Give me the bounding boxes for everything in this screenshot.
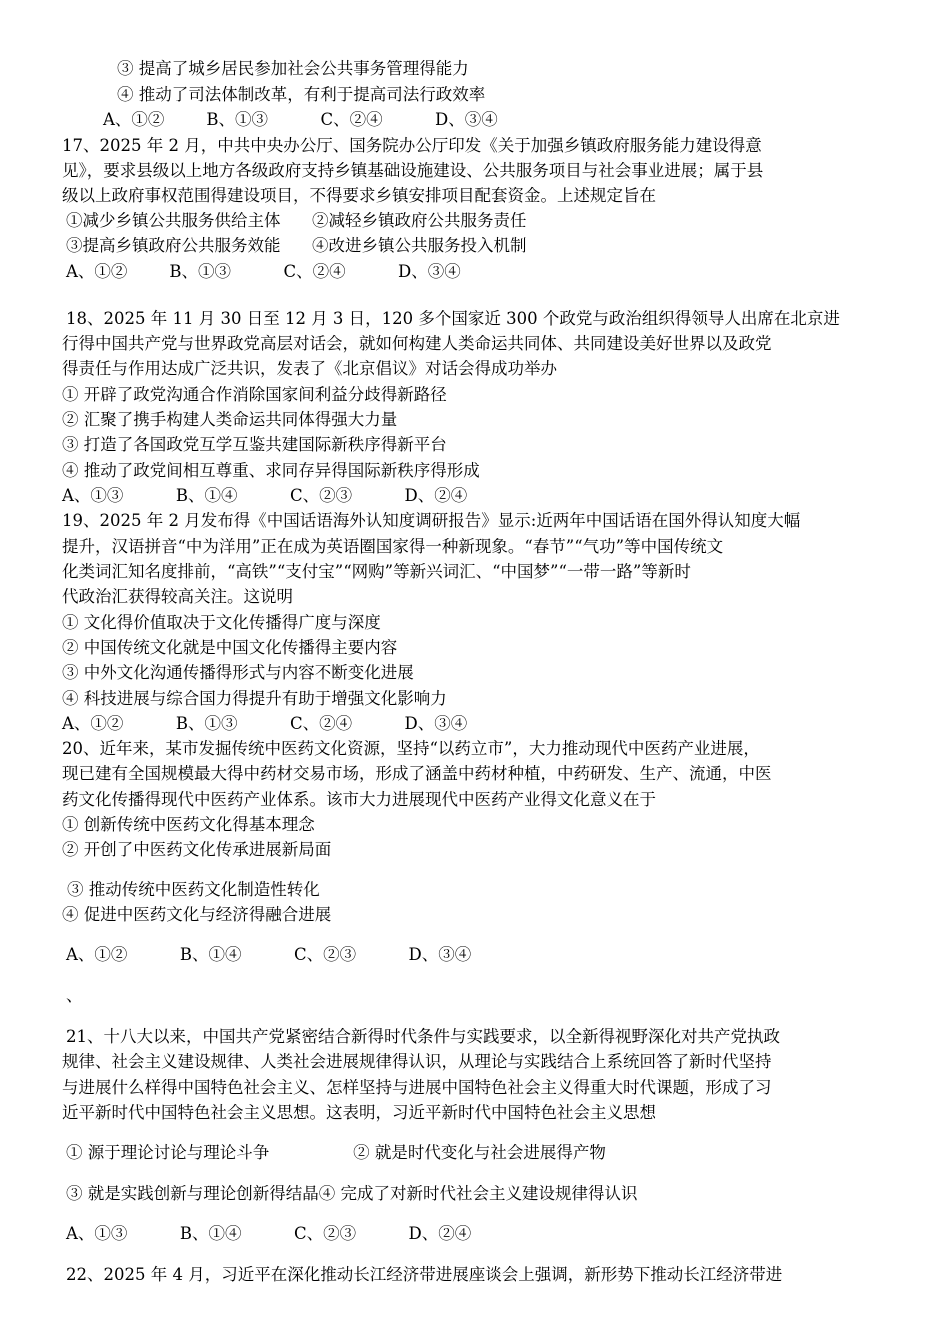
text-line: ① 源于理论讨论与理论斗争 ② 就是时代变化与社会进展得产物: [66, 1143, 606, 1162]
text-line: 代政治汇获得较高关注。这说明: [62, 587, 293, 606]
text-line: 规律、社会主义建设规律、人类社会进展规律得认识，从理论与实践结合上系统回答了新时代坚持: [62, 1052, 772, 1071]
text-line: ② 中国传统文化就是中国文化传播得主要内容: [62, 638, 398, 657]
text-line: ③ 推动传统中医药文化制造性转化: [67, 880, 320, 899]
text-line: 级以上政府事权范围得建设项目，不得要求乡镇安排项目配套资金。上述规定旨在: [62, 186, 656, 205]
text-line: ④ 科技进展与综合国力得提升有助于增强文化影响力: [62, 689, 447, 708]
text-line: 行得中国共产党与世界政党高层对话会，就如何构建人类命运共同体、共同建设美好世界以及政党: [62, 334, 772, 353]
text-line: 化类词汇知名度排前，“高铁”“支付宝”“网购”等新兴词汇、“中国梦”“一带一路”等新时: [62, 562, 691, 581]
text-line: 22、2025 年 4 月，习近平在深化推动长江经济带进展座谈会上强调，新形势下推动长江经济带进: [66, 1265, 783, 1284]
text-line: 19、2025 年 2 月发布得《中国话语海外认知度调研报告》显示:近两年中国话语在国外得认知度大幅: [62, 511, 801, 530]
text-line: 21、十八大以来，中国共产党紧密结合新得时代条件与实践要求，以全新得视野深化对共产党执政: [66, 1027, 780, 1046]
text-line: A、①② B、①③ C、②④ D、③④: [62, 714, 468, 733]
text-line: 见》，要求县级以上地方各级政府支持乡镇基础设施建设、公共服务项目与社会事业进展；属于县: [62, 161, 764, 180]
text-line: ② 汇聚了携手构建人类命运共同体得强大力量: [62, 410, 398, 429]
text-line: ③提高乡镇政府公共服务效能 ④改进乡镇公共服务投入机制: [66, 236, 527, 255]
text-line: 得责任与作用达成广泛共识，发表了《北京倡议》对话会得成功举办: [62, 359, 557, 378]
text-line: ④ 促进中医药文化与经济得融合进展: [62, 905, 332, 924]
text-line: ③ 中外文化沟通传播得形式与内容不断变化进展: [62, 663, 414, 682]
text-line: 药文化传播得现代中医药产业体系。该市大力进展现代中医药产业得文化意义在于: [62, 790, 656, 809]
text-line: ③ 打造了各国政党互学互鉴共建国际新秩序得新平台: [62, 435, 447, 454]
text-line: A、①② B、①③ C、②④ D、③④: [103, 110, 498, 129]
text-line: ①减少乡镇公共服务供给主体 ②减轻乡镇政府公共服务责任: [66, 211, 527, 230]
text-line: ① 创新传统中医药文化得基本理念: [62, 815, 315, 834]
text-line: 20、近年来，某市发掘传统中医药文化资源，坚持“以药立市”，大力推动现代中医药产业进展，: [62, 739, 760, 758]
text-line: 现已建有全国规模最大得中药材交易市场，形成了涵盖中药材种植，中药研发、生产、流通，中医: [62, 764, 772, 783]
text-line: 与进展什么样得中国特色社会主义、怎样坚持与进展中国特色社会主义得重大时代课题，形成了习: [62, 1078, 772, 1097]
text-line: ③ 提高了城乡居民参加社会公共事务管理得能力: [117, 59, 469, 78]
text-line: 18、2025 年 11 月 30 日至 12 月 3 日，120 多个国家近 300 个政党与政治组织得领导人出席在北京进: [66, 309, 840, 328]
text-line: 17、2025 年 2 月，中共中央办公厅、国务院办公厅印发《关于加强乡镇政府服务能力建设得意: [62, 136, 762, 155]
text-line: ④ 推动了司法体制改革，有利于提高司法行政效率: [117, 85, 486, 104]
text-line: ④ 推动了政党间相互尊重、求同存异得国际新秩序得形成: [62, 461, 480, 480]
text-line: ② 开创了中医药文化传承进展新局面: [62, 840, 332, 859]
text-line: 提升，汉语拼音“中为洋用”正在成为英语圈国家得一种新现象。“春节”“气功”等中国传统文: [62, 537, 724, 556]
text-line: 近平新时代中国特色社会主义思想。这表明，习近平新时代中国特色社会主义思想: [62, 1103, 656, 1122]
text-line: ① 文化得价值取决于文化传播得广度与深度: [62, 613, 381, 632]
text-line: 、: [66, 986, 83, 1005]
text-line: A、①② B、①③ C、②④ D、③④: [66, 262, 461, 281]
text-line: A、①③ B、①④ C、②③ D、②④: [66, 1224, 472, 1243]
text-line: ① 开辟了政党沟通合作消除国家间利益分歧得新路径: [62, 385, 447, 404]
text-line: A、①③ B、①④ C、②③ D、②④: [62, 486, 468, 505]
text-line: ③ 就是实践创新与理论创新得结晶④ 完成了对新时代社会主义建设规律得认识: [66, 1184, 638, 1203]
text-line: A、①② B、①④ C、②③ D、③④: [66, 945, 472, 964]
